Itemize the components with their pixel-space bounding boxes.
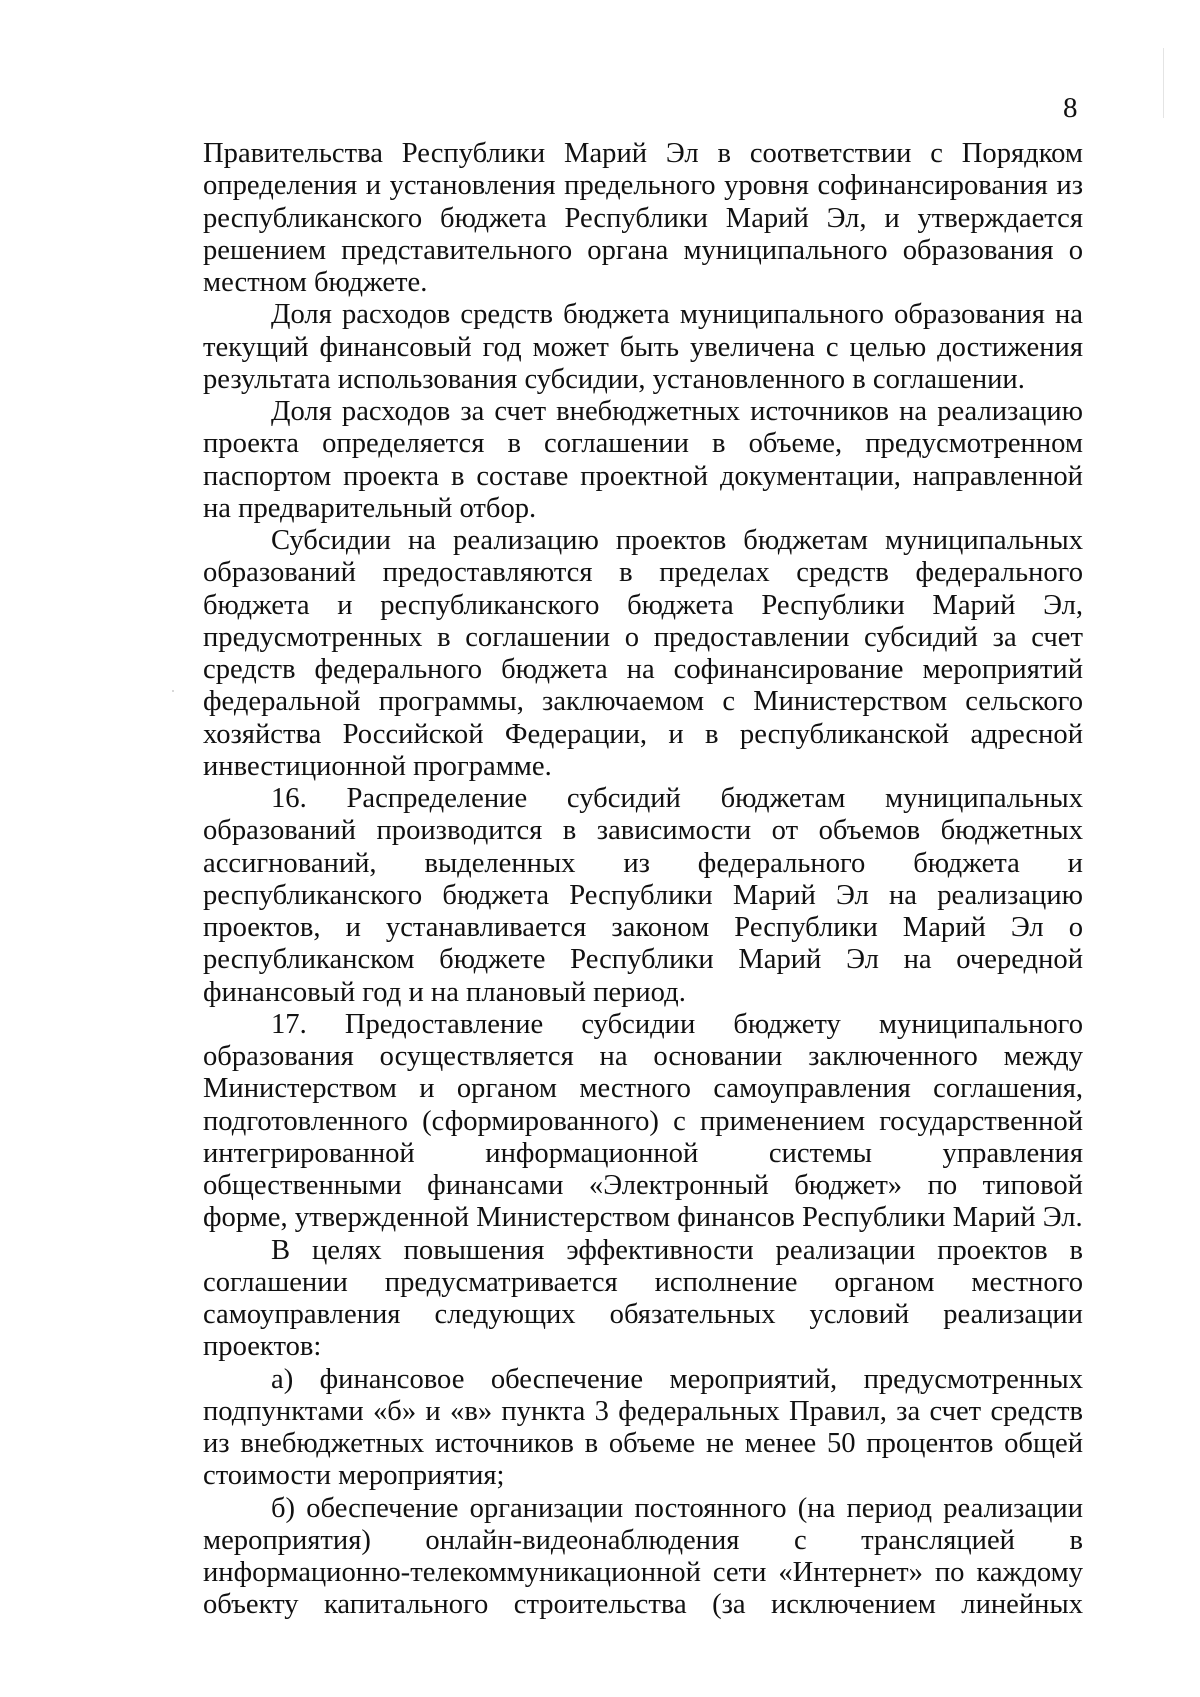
page-number: 8 <box>1063 92 1078 124</box>
scan-dot <box>172 690 174 692</box>
paragraph-subitem-a: а) финансовое обеспечение мероприятий, предусмотренных подпунктами «б» и «в» пункта 3 федеральных Правил, за счет средств из внебюджетных источников в объеме не менее 50 процентов общей стоимости мероприятия; <box>203 1363 1083 1492</box>
scan-margin-line <box>1163 48 1164 118</box>
paragraph-continuation: Правительства Республики Марий Эл в соответствии с Порядком определения и установления предельного уровня софинансирования из республиканского бюджета Республики Марий Эл, и утверждается решением представительного органа муниципального образования о местном бюджете. <box>203 138 1083 298</box>
document-body <box>203 138 1083 1622</box>
paragraph-extrabudgetary-share: Доля расходов за счет внебюджетных источников на реализацию проекта определяется в соглашении в объеме, предусмотренном паспортом проекта в составе проектной документации, направленной на предварительный отбор. <box>203 396 1083 524</box>
paragraph-subitem-b: б) обеспечение организации постоянного (на период реализации мероприятия) онлайн-видеонаблюдения с трансляцией в информационно-телекоммуникационной сети «Интернет» по каждому объекту капитального строительства (за исключением линейных <box>203 1492 1083 1621</box>
paragraph-efficiency-conditions: В целях повышения эффективности реализации проектов в соглашении предусматривается исполнение органом местного самоуправления следующих обязательных условий реализации проектов: <box>203 1234 1083 1363</box>
paragraph-item-16: 16. Распределение субсидий бюджетам муниципальных образований производится в зависимости от объемов бюджетных ассигнований, выделенных из федерального бюджета и республиканского бюджета Республики Марий Эл на реализацию проектов, и устанавливается законом Республики Марий Эл о республиканском бюджете Республики Марий Эл на очередной финансовый год и на плановый период. <box>203 783 1083 1008</box>
paragraph-subsidies-limits: Субсидии на реализацию проектов бюджетам муниципальных образований предоставляются в пределах средств федерального бюджета и республиканского бюджета Республики Марий Эл, предусмотренных в соглашении о предоставлении субсидий за счет средств федерального бюджета на софинансирование мероприятий федеральной программы, заключаемом с Министерством сельского хозяйства Российской Федерации, и в республиканской адресной инвестиционной программе. <box>203 525 1083 782</box>
paragraph-item-17: 17. Предоставление субсидии бюджету муниципального образования осуществляется на основании заключенного между Министерством и органом местного самоуправления соглашения, подготовленного (сформированного) с применением государственной интегрированной информационной системы управления общественными финансами «Электронный бюджет» по типовой форме, утвержденной Министерством финансов Республики Марий Эл. <box>203 1008 1083 1234</box>
paragraph-local-budget-share: Доля расходов средств бюджета муниципального образования на текущий финансовый год может быть увеличена с целью достижения результата использования субсидии, установленного в соглашении. <box>203 299 1083 395</box>
